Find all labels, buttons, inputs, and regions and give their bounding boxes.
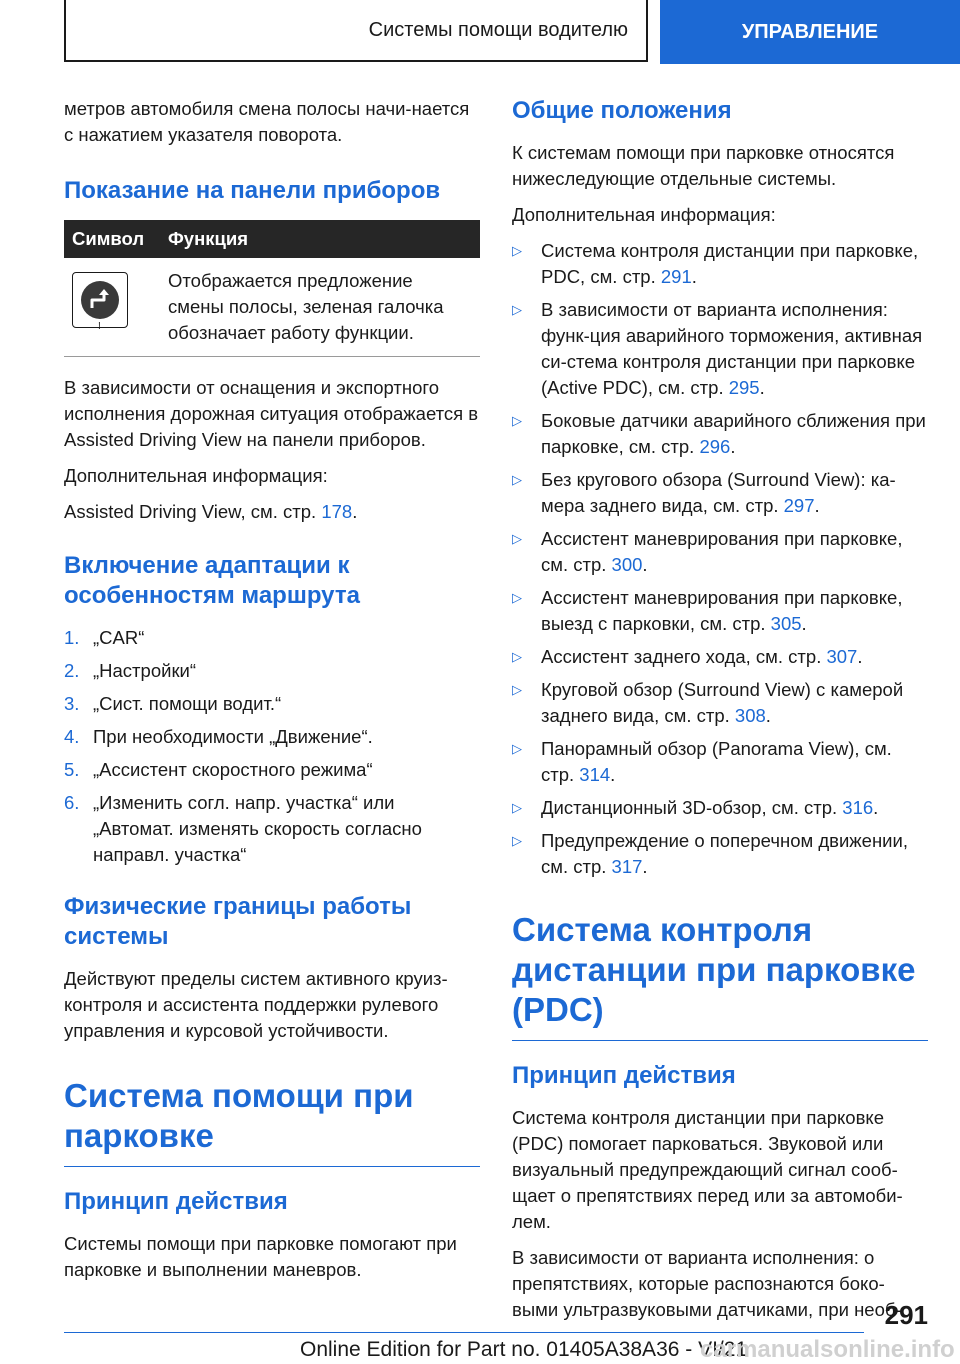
list-item: ▷ Боковые датчики аварийного сближения при парковке, см. стр. 296. <box>512 408 928 460</box>
paragraph-pdc-1: Система контроля дистанции при парковке (PDC) помогает парковаться. Звуковой или визуальный предупреждающий сигнал сооб-щает о препятствиях перед или за автомоби-лем. <box>512 1107 903 1232</box>
page-link[interactable]: 317 <box>611 856 643 877</box>
list-item: ▷ Панорамный обзор (Panorama View), см. стр. 314. <box>512 736 928 788</box>
page-link[interactable]: 291 <box>660 266 692 287</box>
paragraph-assisted-view: В зависимости от оснащения и экспортного исполнения дорожная ситуация отображается в Assisted Driving View на панели приборов. <box>64 377 479 450</box>
heading-instrument-panel: Показание на панели приборов <box>64 177 441 204</box>
paragraph-system-limits: Действуют пределы систем активного круиз-контроля и ассистента поддержки рулевого управления и курсовой устойчивости. <box>64 968 448 1041</box>
paragraph-reference: Assisted Driving View, см. стр. 178. <box>64 501 358 522</box>
heading-principle-right: Принцип действия <box>512 1062 736 1089</box>
list-item: ▷ В зависимости от варианта исполнения: функ-ция аварийного торможения, активная си-стема контроля дистанции при парковке (Active PDC), см. стр. 295. <box>512 297 928 401</box>
page-footer <box>0 1296 960 1362</box>
list-item: 5. „Ассистент скоростного режима“ <box>64 759 373 780</box>
paragraph-more-info-right: Дополнительная информация: <box>512 204 776 225</box>
steps-list <box>64 625 480 868</box>
left-column <box>64 96 480 1293</box>
paragraph-pdc-2: В зависимости от варианта исполнения: о препятствиях, которые распознаются боко-выми ультразвуковыми датчиками, при необ- <box>512 1247 902 1320</box>
bullet-triangle-icon: ▷ <box>512 833 522 848</box>
list-item: 4. При необходимости „Движение“. <box>64 726 373 747</box>
bullet-triangle-icon: ▷ <box>512 413 522 428</box>
page-header <box>0 0 960 64</box>
bullet-triangle-icon: ▷ <box>512 800 522 815</box>
bullet-triangle-icon: ▷ <box>512 531 522 546</box>
bullet-triangle-icon: ▷ <box>512 243 522 258</box>
heading-principle-left: Принцип действия <box>64 1188 288 1215</box>
bullet-triangle-icon: ▷ <box>512 741 522 756</box>
list-item: 2. „Настройки“ <box>64 660 197 681</box>
list-item: 1. „CAR“ <box>64 627 145 648</box>
list-item: ▷ Предупреждение о поперечном движении, см. стр. 317. <box>512 828 928 880</box>
bullet-triangle-icon: ▷ <box>512 590 522 605</box>
bullet-triangle-icon: ▷ <box>512 472 522 487</box>
icon-mark: ! <box>98 321 101 332</box>
page-link[interactable]: 305 <box>770 613 802 634</box>
systems-list <box>512 238 928 880</box>
list-item: ▷ Ассистент маневрирования при парковке, выезд с парковки, см. стр. 305. <box>512 585 928 637</box>
section-tab[interactable]: УПРАВЛЕНИЕ <box>660 0 960 64</box>
right-column <box>512 96 928 1333</box>
page-link[interactable]: 307 <box>826 646 858 667</box>
page-number: 291 <box>884 1300 928 1330</box>
heading-route-adaptation: Включение адаптации к особенностям маршрута <box>64 552 360 609</box>
page-link[interactable]: 295 <box>728 377 760 398</box>
list-item: ▷ Круговой обзор (Surround View) с камерой заднего вида, см. стр. 308. <box>512 677 928 729</box>
paragraph-more-info: Дополнительная информация: <box>64 465 328 486</box>
table-header-function: Функция <box>160 220 480 258</box>
page-link[interactable]: 296 <box>699 436 731 457</box>
bullet-triangle-icon: ▷ <box>512 649 522 664</box>
footer-rule <box>64 1332 864 1333</box>
page-link[interactable]: 316 <box>842 797 874 818</box>
bullet-triangle-icon: ▷ <box>512 682 522 697</box>
heading-general: Общие положения <box>512 97 732 124</box>
page-link[interactable]: 297 <box>783 495 815 516</box>
page-link-178[interactable]: 178 <box>321 501 353 522</box>
table-cell-function: Отображается предложение смены полосы, зеленая галочка обозначает работу функции. <box>160 258 480 357</box>
chapter-heading-parking: Система помощи при парковке <box>64 1076 480 1167</box>
page-link[interactable]: 308 <box>734 705 766 726</box>
list-item: ▷ Дистанционный 3D-обзор, см. стр. 316. <box>512 795 928 821</box>
symbol-table <box>64 220 480 357</box>
table-row <box>64 258 480 357</box>
list-item: ▷ Ассистент маневрирования при парковке, см. стр. 300. <box>512 526 928 578</box>
intro-paragraph: метров автомобиля смена полосы начи-нается с нажатием указателя поворота. <box>64 98 470 145</box>
heading-system-limits: Физические границы работы системы <box>64 893 412 950</box>
chapter-title: Системы помощи водителю <box>64 0 648 62</box>
bullet-triangle-icon: ▷ <box>512 302 522 317</box>
watermark: carmanualsonline.info <box>700 1336 955 1363</box>
table-header-symbol: Символ <box>64 220 160 258</box>
list-item: 6. „Изменить согл. напр. участка“ или „Автомат. изменять скорость согласно направл. участка“ <box>64 792 422 865</box>
list-item: 3. „Сист. помощи водит.“ <box>64 693 282 714</box>
edition-text: Online Edition for Part no. 01405A38A36 - VI/21 <box>300 1338 748 1361</box>
list-item: ▷ Ассистент заднего хода, см. стр. 307. <box>512 644 928 670</box>
paragraph-principle-left: Системы помощи при парковке помогают при парковке и выполнении маневров. <box>64 1233 457 1280</box>
chapter-heading-pdc: Система контроля дистанции при парковке (PDC) <box>512 910 928 1041</box>
paragraph-general: К системам помощи при парковке относятся нижеследующие отдельные системы. <box>512 142 895 189</box>
page-link[interactable]: 300 <box>611 554 643 575</box>
list-item: ▷ Система контроля дистанции при парковке, PDC, см. стр. 291. <box>512 238 928 290</box>
list-item: ▷ Без кругового обзора (Surround View): ка-мера заднего вида, см. стр. 297. <box>512 467 928 519</box>
page-link[interactable]: 314 <box>579 764 611 785</box>
